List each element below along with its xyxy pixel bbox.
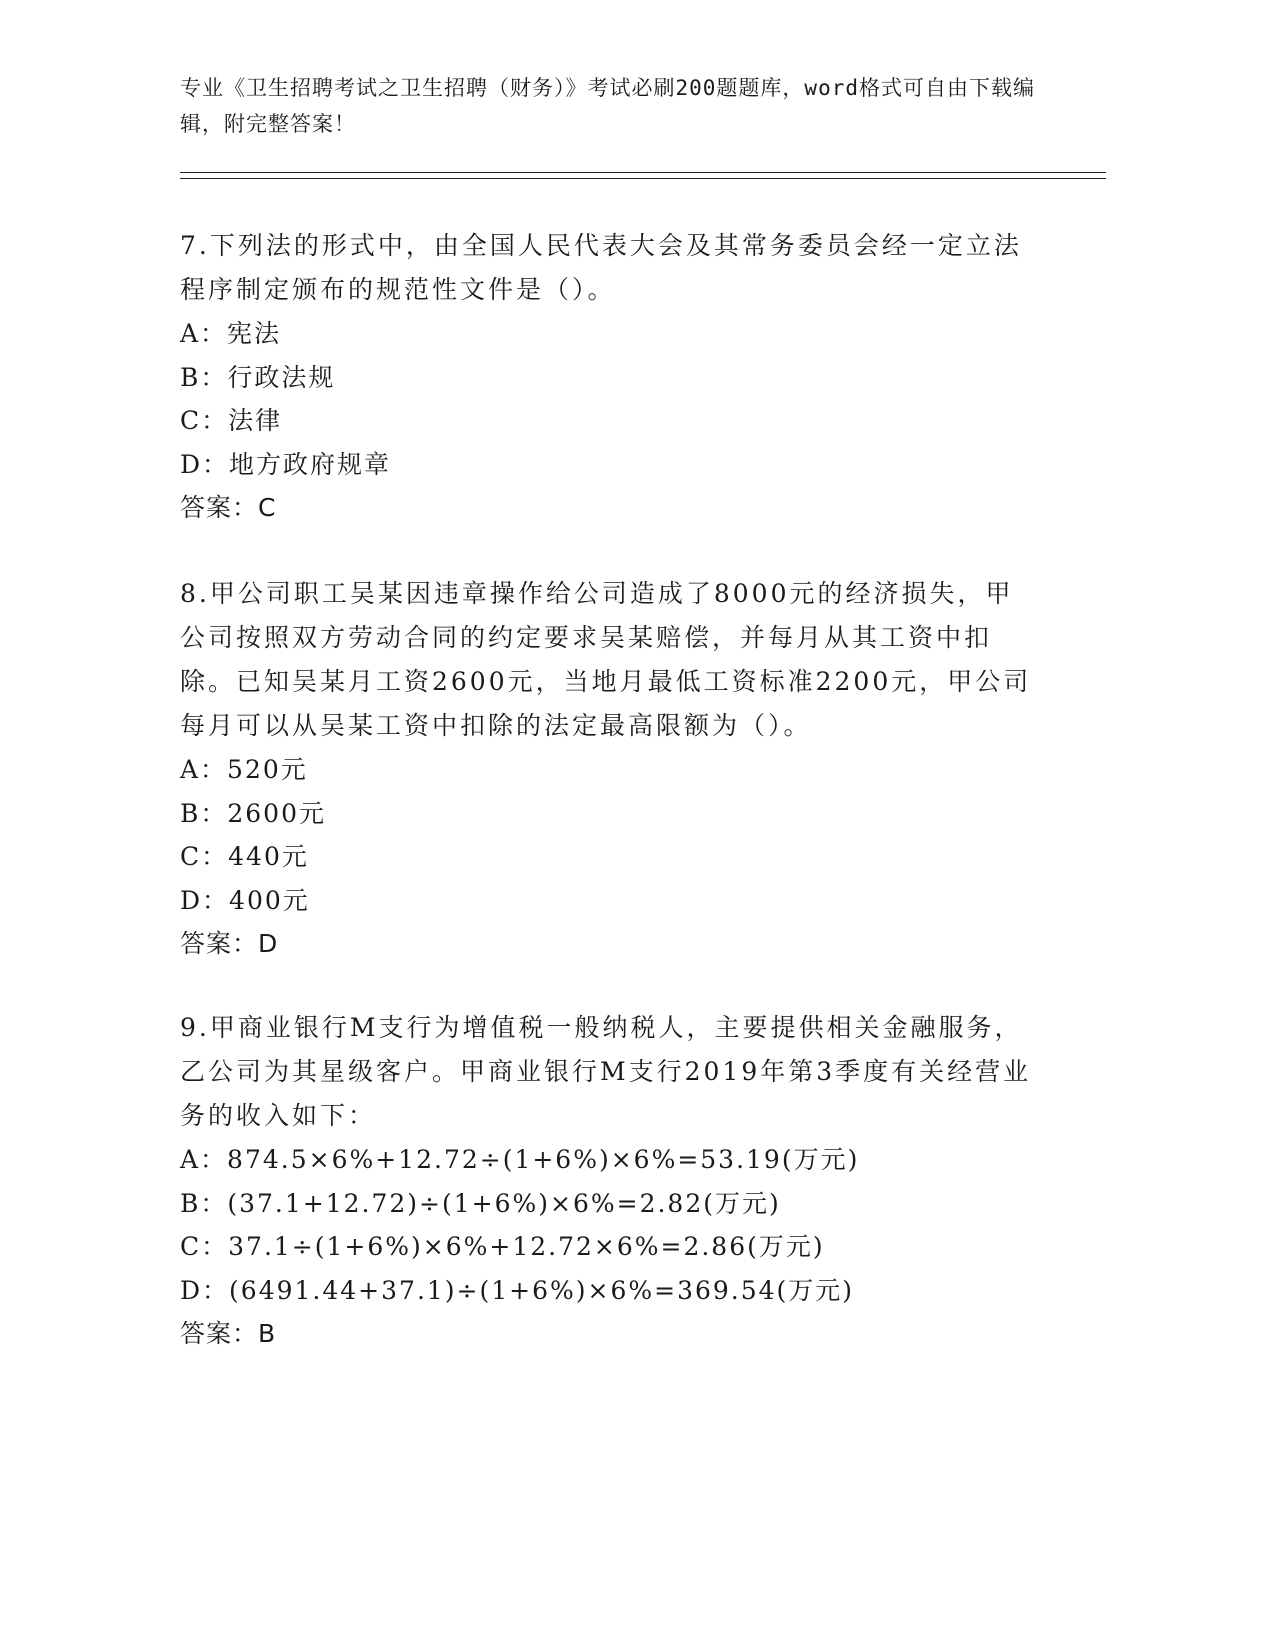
answer: 答案：B	[180, 1319, 277, 1348]
answer: 答案：C	[180, 493, 277, 522]
option-d: D：(6491.44+37.1)÷(1+6%)×6%=369.54(万元)	[180, 1275, 855, 1305]
option-d: D：400元	[180, 885, 310, 915]
option-c: C：37.1÷(1+6%)×6%+12.72×6%=2.86(万元)	[180, 1232, 825, 1261]
header-rule-bottom	[180, 178, 1106, 179]
option-b: B：行政法规	[180, 362, 336, 392]
option-a: A：520元	[180, 755, 308, 784]
question-stem: 9.甲商业银行M支行为增值税一般纳税人，主要提供相关金融服务，乙公司为其星级客户。甲商业银行M支行2019年第3季度有关经营业务的收入如下：	[180, 1013, 1032, 1130]
option-d: D：地方政府规章	[180, 449, 392, 479]
answer: 答案：D	[180, 929, 279, 958]
option-c: C：440元	[180, 842, 309, 871]
option-a: A：874.5×6%+12.72÷(1+6%)×6%=53.19(万元)	[180, 1145, 860, 1174]
question-8	[180, 572, 1040, 966]
option-a: A：宪法	[180, 319, 282, 348]
header-rule-top	[180, 172, 1106, 173]
question-stem: 7.下列法的形式中，由全国人民代表大会及其常务委员会经一定立法程序制定颁布的规范性文件是（）。	[180, 231, 1022, 304]
question-7	[180, 224, 1040, 530]
option-b: B：(37.1+12.72)÷(1+6%)×6%=2.82(万元)	[180, 1188, 781, 1218]
question-stem: 8.甲公司职工吴某因违章操作给公司造成了8000元的经济损失，甲公司按照双方劳动合同的约定要求吴某赔偿，并每月从其工资中扣除。已知吴某月工资2600元，当地月最低工资标准2200元，甲公司每月可以从吴某工资中扣除的法定最高限额为（）。	[180, 579, 1032, 740]
document-header: 专业《卫生招聘考试之卫生招聘（财务）》考试必刷200题题库，word格式可自由下载编辑，附完整答案！	[180, 76, 1035, 136]
question-9	[180, 1006, 1040, 1356]
option-b: B：2600元	[180, 798, 326, 828]
option-c: C：法律	[180, 406, 283, 435]
